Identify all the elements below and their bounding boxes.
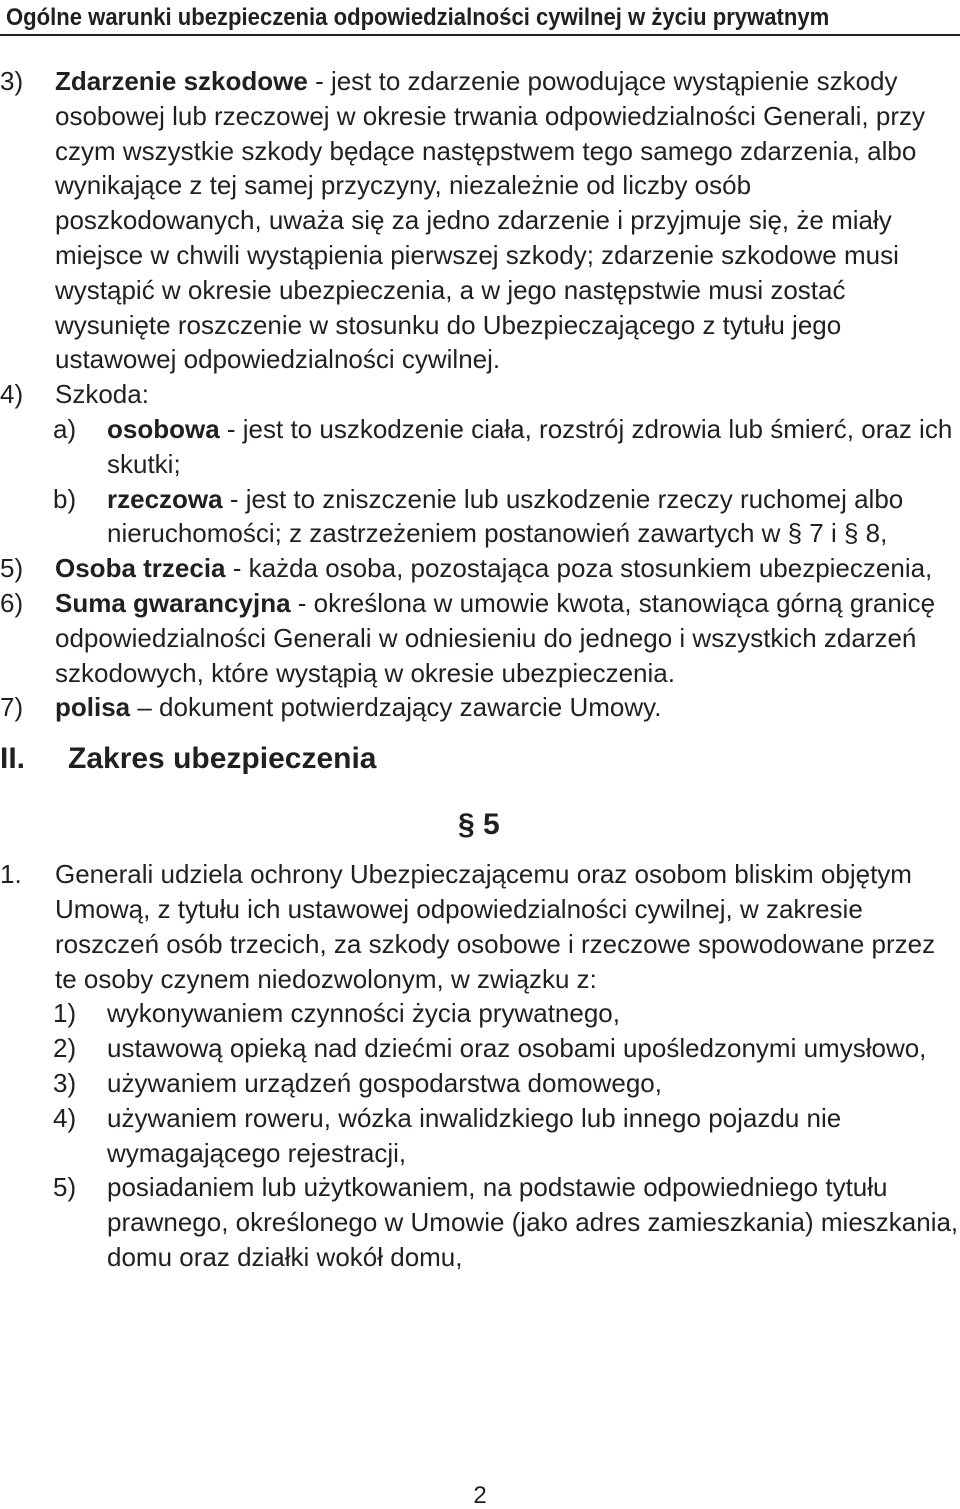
definition-text: – dokument potwierdzający zawarcie Umowy. (130, 692, 662, 723)
definition-text: - jest to zdarzenie powodujące wystąpienie szkody osobowej lub rzeczowej w okresie trwania odpowiedzialności Generali, przy czym wszystkie szkody będące następstwem tego samego zdarzenia, albo wynikające z tej samej przyczyny, niezależnie od liczby osób poszkodowanych, uważa się za jedno zdarzenie i przyjmuje się, że miały miejsce w chwili wystąpienia pierwszej szkody; zdarzenie szkodowe musi wystąpić w okresie ubezpieczenia, a w jego następstwie musi zostać wysunięte roszczenie w stosunku do Ubezpieczającego z tytułu jego ustawowej odpowiedzialności cywilnej. (55, 66, 925, 375)
paragraph-label: § 5 (458, 808, 500, 842)
definition-text: - określona w umowie kwota, stanowiąca górną granicę odpowiedzialności Generali w odniesieniu do jednego i wszystkich zdarzeń szkodowych, które wystąpią w okresie ubezpieczenia. (55, 587, 936, 688)
page-number: 2 (473, 1482, 487, 1509)
paragraph-subitem-1 (0, 996, 960, 1031)
section-heading (0, 725, 960, 793)
subitem-text: wykonywaniem czynności życia prywatnego, (107, 998, 620, 1029)
definition-item-4 (0, 377, 960, 412)
section-number: II. (0, 742, 26, 776)
subitem-number: 4) (53, 1102, 77, 1133)
item-number: 6) (0, 587, 24, 618)
subitem-text: ustawową opieką nad dziećmi oraz osobami upośledzonymi umysłowo, (107, 1033, 927, 1064)
document-body (0, 64, 960, 1275)
definition-text: - każda osoba, pozostająca poza stosunkiem ubezpieczenia, (225, 553, 933, 584)
definition-term: Osoba trzecia (55, 553, 226, 584)
paragraph-heading (0, 793, 960, 857)
definition-term: polisa (55, 692, 131, 723)
paragraph-subitem-3 (0, 1066, 960, 1101)
subitem-number: 2) (53, 1033, 77, 1064)
item-number: 1. (0, 859, 22, 890)
definition-item-6 (0, 586, 960, 690)
document-header-title: Ogólne warunki ubezpieczenia odpowiedzialności cywilnej w życiu prywatnym (6, 4, 830, 31)
paragraph-subitem-5 (0, 1170, 960, 1274)
definition-item-5 (0, 551, 960, 586)
definition-text: Szkoda: (55, 379, 149, 410)
paragraph-item-1 (0, 857, 960, 996)
subitem-letter: a) (53, 413, 77, 444)
header-divider (0, 34, 960, 36)
subitem-number: 3) (53, 1067, 77, 1098)
definition-text: - jest to uszkodzenie ciała, rozstrój zdrowia lub śmierć, oraz ich skutki; (107, 413, 953, 479)
definition-term: rzeczowa (107, 483, 223, 514)
section-title: Zakres ubezpieczenia (68, 742, 377, 776)
definition-text: - jest to zniszczenie lub uszkodzenie rzeczy ruchomej albo nieruchomości; z zastrzeżeniem postanowień zawartych w § 7 i § 8, (107, 483, 904, 549)
subitem-text: używaniem urządzeń gospodarstwa domowego, (107, 1067, 662, 1098)
paragraph-subitem-2 (0, 1031, 960, 1066)
definition-subitem-b (0, 482, 960, 552)
definition-term: osobowa (107, 413, 220, 444)
subitem-text: używaniem roweru, wózka inwalidzkiego lub innego pojazdu nie wymagającego rejestracji, (107, 1102, 842, 1168)
definition-item-7 (0, 690, 960, 725)
item-number: 7) (0, 692, 24, 723)
subitem-letter: b) (53, 483, 77, 514)
paragraph-subitem-4 (0, 1101, 960, 1171)
definition-item-3 (0, 64, 960, 377)
item-number: 3) (0, 66, 24, 96)
item-number: 5) (0, 553, 24, 584)
definition-subitem-a (0, 412, 960, 482)
definition-term: Zdarzenie szkodowe (55, 66, 308, 96)
item-number: 4) (0, 379, 24, 410)
paragraph-text: Generali udziela ochrony Ubezpieczającemu oraz osobom bliskim objętym Umową, z tytułu ich ustawowej odpowiedzialności cywilnej, w zakresie roszczeń osób trzecich, za szkody osobowe i rzeczowe spowodowane przez te osoby czynem niedozwolonym, w związku z: (55, 859, 936, 994)
subitem-text: posiadaniem lub użytkowaniem, na podstawie odpowiedniego tytułu prawnego, określonego w Umowie (jako adres zamieszkania) mieszkania, domu oraz działki wokół domu, (107, 1172, 959, 1272)
definition-term: Suma gwarancyjna (55, 587, 291, 618)
subitem-number: 5) (53, 1172, 77, 1203)
subitem-number: 1) (53, 998, 77, 1029)
